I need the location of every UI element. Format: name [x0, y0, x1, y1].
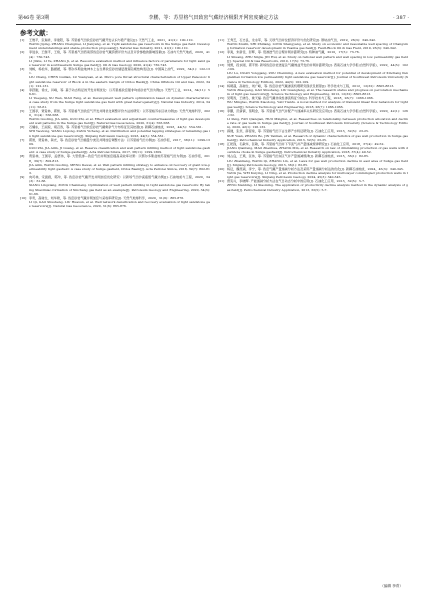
reference-number: [12] [218, 50, 225, 55]
reference-entry [218, 55, 408, 63]
reference-entry [20, 59, 210, 67]
reference-number: [8] [20, 154, 25, 159]
reference-text: ZENG Xianbing, LI Xiaoming. The application of productivity decline analysis method in the dynamic analysis of gas field[J]. Petrochemical Industry Application, 2013, 32(5): 5-7. [227, 183, 408, 192]
reference-entry [20, 50, 210, 58]
reference-text: YANG Zhaopeng, GAO Shusheng, LIU Guangfeng, et al. The research status and progress on percolation mechanism of tight gas reservoirs[J]. Science Technology and Engineering, 2012, 12(32): 8605-8613. [227, 87, 408, 97]
reference-number: [14] [218, 83, 225, 88]
reference-number: [21] [218, 179, 225, 184]
reference-text: LIU Zhanliang, WANG Qi, ZHANG Lin, et al. Laws for gas well production decline in east area of Sulige gas field[J]. Xinjiang Petroleum Geology, 2015, 36(1): 82-85. [227, 158, 408, 167]
reference-text: WANG Jiping, ZHANG Chengmei, LI Jianyang, et al. Tight sandstone gas reservoirs in the Sulige gas field: Development understandings and stable-production proposals[J]. Natural Gas Industry, 2021, 41(2): 100-110. [29, 42, 210, 51]
reference-text: 贾爱林，王国亭，孟德伟，等. 大型低渗—致密气田井网加密提高采收率对策：以鄂尔多斯盆地苏里格气田为例[J]. 石油学报，2018，39(7)：802-813. [29, 154, 210, 163]
reference-text: 王秀芝，石志良，龙永军，等. 元坝气田井位经济评价与优化研究[J]. 断块油气田，2019，26(3)：340-342. [227, 38, 376, 42]
reference-column-left [20, 38, 210, 208]
reference-number: [2] [20, 50, 25, 55]
reference-text: 郭智，贾爱林，冀光，等. 致密砂岩气田储量分类及井网加密调整方法：以苏里格气田为例[J]. 石油学报，2017，38(11)：1299-1309. [29, 137, 210, 146]
reference-text: XUE Yuan, ZHANG Bo, JIN Yanlian, et al. Research of dynamic characteristics of gas well production in Sulige gas field[J]. Petrochemical Industry Application, 2013, 32(5): 23-25. [227, 133, 408, 142]
reference-entry [20, 129, 210, 137]
reference-text: 王维平，张瑞祥，李建阳，等. 苏里格气田致密砂岩气藏开发认识与稳产建议[J]. 天然气工业，2021，41(2)：100-110. [29, 38, 194, 42]
reference-text: 李爽，朱新佳，彭辉，等. 低渗透气田合理井网井距研究[J]. 特种油气藏，2010，17(5)：73-76. [227, 50, 360, 55]
reference-text: WANG Guoting, JIA Ailin, GUO Zhi, et al. Effect evaluation and adjustment countermeasures of tight gas development well patterns in the Sulige gas field[J]. Natural Gas Geoscience, 2020, 31(4): 556-568. [29, 116, 210, 126]
reference-number: [1] [20, 38, 25, 42]
reference-text: 吴明涛，王晓冬，姚天福. 致密气藏非线性渗流特征分析[J]. 科学技术与工程，2018，26(7)：1066-1066. [227, 96, 374, 101]
reference-number: [6] [20, 125, 25, 130]
reference-number: [15] [218, 96, 225, 101]
reference-text: LI Peng, FAN Qianqian, HUO Minghui, et al. Researches on relationship between production allocation and decline rate of gas wells in Sulige gas field[J]. Journal of Southwest Petroleum University (Science & Technology Edition), 2020, 42(1): 126-132. [227, 116, 408, 130]
reference-text: 薛健，张宾，薛留常，等. 苏里格气田下古生界产水特征研究[J]. 石油化工应用，2013，32(5)：23-25. [227, 129, 369, 134]
reference-text: LI Jinbu, LI Ye, ZHANG Ji, et al. Resource evaluation method and influence factors of parameters for tight sand gas reservoir in southwestern Sulige gas field[J]. Oil & Gas Geology, 2020, 41(4): 730-743. [29, 58, 210, 67]
reference-text: 李进步，王继平，王艳，等. 苏里格气田西南部致密砂岩气藏资源评价方法及评价参数的影响因素[J]. 石油与天然气地质，2020，41(4)：730-743. [29, 50, 210, 59]
article-running-title: 李鹏，等：苏里格气田致密气藏经济极限开网密度确定方法 [148, 15, 279, 21]
reference-entry [218, 88, 408, 96]
reference-text: 刘源，段永刚，郭平智. 新场致密砂岩透复杂气藏效益开发的井网井距研究[J]. 西南石油大学学报(自然科学版)，2022，44(5)：102-109. [227, 62, 408, 72]
reference-entry [20, 88, 210, 96]
reference-text: 刘占良，王瑛，张伟，等. 苏里格气田东区气井产量递减规律[J]. 新疆石油地质，2015，36(1)：82-85. [227, 154, 369, 159]
reference-entry [218, 183, 408, 191]
reference-entry [20, 183, 210, 195]
reference-text: 杨朝蓬，高树生，刘广峰，等. 致密砂岩气藏渗流机理研究现状及展望[J]. 科学技术与工程，2012，12(32)：8605-8613. [227, 83, 395, 88]
reference-number: [4] [20, 87, 25, 92]
reference-text: XIANG Lingxiang, ZONG Chenmeng. Optimization of well pattern infilling in tight sandstone gas reservoirs: By taking Shaximiao formation of Xinchang gas field as an example[J]. Petroleum Geology and Engineering, 2020, 34(3): 61-66. [29, 183, 210, 196]
reference-entry [20, 96, 210, 108]
reference-text: 向司林，宋振廊，郭冲，等. 致密砂岩气藏开发井网加密优化研究：以新场气田沙溪庙组气藏为例[J]. 石油地质与工程，2020，34(3)：61-66. [29, 175, 210, 184]
reference-number: [5] [20, 108, 25, 113]
reference-text: LI Qi, GAO Shusheng, LIU Huaxun, et al. Well network densification and recovery evaluation of tight sandstone gas reservoirs[J]. Natural Gas Geoscience, 2020, 31(6): 865-876. [29, 200, 210, 209]
reference-number: [18] [218, 141, 225, 146]
reference-number: [3] [20, 67, 25, 72]
reference-text: 刘畅，杨松华，路媛媛，等. 鄂尔多斯盆地神木上古生界致密砂岩储层微观孔喉结构表征[J]. 中国海上油气，2022，34(1)：122-131. [29, 67, 210, 76]
reference-text: 李奇，高树生，刘华勋，等. 致密砂岩气藏井网加密与采收率研究[J]. 天然气地球科学，2020，31(6)：865-876. [29, 195, 185, 200]
reference-entry [20, 109, 210, 117]
reference-number: [9] [20, 175, 25, 180]
reference-entry [218, 63, 408, 71]
reference-text: LI Shuang, ZHU Xinjia, JIN Hui, et al. Study on rational well pattern and well spacing in low permeability gas field[J]. Special Oil & Gas Reservoirs, 2010, 17(5): 73-76. [227, 54, 408, 63]
reference-number: [7] [20, 137, 25, 142]
reference-entry [218, 109, 408, 117]
reference-text: 杨征，魏昆颖，李宁，等. 致密气藏产量递减分析方法及采用产量递减分析法的优化[J]. 新疆石油地质，2024，45(3)：340-345. [227, 166, 404, 171]
reference-text: YANG Jie, WEI Kuiying, LI Ning, et al. Production decline analysis for multi-layer commingled production wells in tight gas reservoirs[J]. Xinjiang Petroleum Geology, 2024, 45(3): 340-345. [227, 171, 408, 180]
reference-entry [218, 134, 408, 142]
reference-text: 李跃刚，徐文，肖峰，等. 基于动态特征的开发井网优化：以苏里格致密强非均质砂岩气田为例[J]. 天然气工业，2014，34(11)：56-61. [29, 87, 210, 97]
reference-number: [16] [218, 108, 225, 113]
reference-entry [20, 138, 210, 146]
reference-entry [218, 117, 408, 129]
running-header [16, 12, 411, 25]
page-number: · 387 · [393, 15, 409, 21]
reference-text: 石耀东，王丽琼，胡召涛，等. 苏里格气田致密砂岩气藏剩余气分布特征及其挖潜[J]. 新疆石油地质，2023，44(5)：554-561. [29, 125, 203, 130]
reference-text: SHI Yaodong, WANG Liqiong, ZANG Yicheng, et al. Distribution and potential tapping strategies of remaining gas in tight sandstone gas reservoirs[J]. Xinjiang Petroleum Geology, 2023, 44(5): 554-561. [29, 129, 210, 138]
reference-number: [17] [218, 129, 225, 134]
reference-text: LI Yuegang, XU Wen, XIAO Feng, et al. Development well pattern optimization based on dynamic characteristics: A case study from the Sulige tight sandstone gas field with great heterogeneity[J]. Natural Gas Industry, 2014, 34(11): 56-61. [29, 96, 210, 109]
reference-entry [20, 67, 210, 75]
reference-entry [20, 75, 210, 87]
reference-entry [218, 100, 408, 108]
reference-text: 王国亭，贾爱林，郭智，等. 苏里格气田致密气开发井网优化调整评价方法的研究：以苏里格苏东区块为例[J]. 天然气地球科学，2020，31(4)：556-568. [29, 108, 210, 117]
reference-entry [218, 71, 408, 83]
reference-entry [20, 200, 210, 208]
reference-text: WU Mingtao, WANG Xiaodong, YAO Tianfu. A novel method for analysis of transient linear flow behaviors for tight gas well[J]. Science Technology and Engineering, 2018, 26(7): 1066-1066. [227, 100, 408, 109]
reference-text: LIU Lu, DUAN Yonggang, ZOU Chenming. A new evaluation method for potential of development of Xinchang Penglaizhen formation low permeability tight sandstone gas reservoir[J]. Journal of Southwest Petroleum University (Science & Technology Edition), 2022, 44(5): 102-109. [227, 71, 409, 84]
reference-text: JIANG Qianfeng, MAO Zhenhua, ZHANG Min, et al. Research on law of diminishing production of gas wells with downhole choke in Sulige gasfield[J]. Petrochemical Industry Application, 2018, 37(4): 49-52. [227, 146, 408, 155]
reference-number: [10] [20, 195, 27, 200]
reference-column-right [218, 38, 408, 192]
reference-number: [11] [218, 38, 225, 42]
reference-text: 江乾锋，毛敏华，张敏，等. 苏里格气田井下节流气井产量递减规律研究[J]. 石油化工应用，2018，37(4)：49-52. [227, 141, 385, 146]
section-title: 参考文献： [20, 29, 52, 37]
reference-number: [13] [218, 62, 225, 67]
reference-entry [20, 175, 210, 183]
reference-text: LIU Chang, CHEN Guilian, LU Yuanyuan, et al. Micro pore throat structural characterization of Upper Paleozoic tight sandstone reservoir of Block A in the eastern margin of Ordos Basin[J]. China Offshore Oil and Gas, 2022, 34(1): 122-131. [29, 75, 210, 88]
reference-text: WANG Xiuzhi, SHI Zhiliang, LONG Shengyang, et al. Study on economic and reasonable well spacing of Changxing formation reservoir development in Yuanba gas field[J]. Fault-Block Oil & Gas Field, 2019, 26(3): 340-342. [227, 42, 408, 51]
reference-number: [20] [218, 166, 225, 171]
reference-text: JIA Ailin, WANG Guoting, MENG Dewei, et al. Well pattern infilling strategy to enhance oil recovery of giant low-permeability tight gasfield: A case study of Sulige gasfield, Ordos Basin[J]. Acta Petrolei Sinica, 2018, 39(7): 802-813. [29, 162, 210, 175]
reference-entry [20, 154, 210, 162]
reference-text: 李鹏，范倩倩，蔡明金，等. 苏里格气田气井配产与递减率关系研究及应用[J]. 西南石油大学学报(自然科学版)，2020，42(1)：126-132. [227, 108, 408, 117]
reference-text: 曾宪兵，李晓辉. 产能递减分析方法在气日动态分析中的应用[J]. 石油化工应用，2013，32(5)：5-7. [227, 179, 366, 184]
reference-number: [19] [218, 154, 225, 159]
editor-credit: （编辑 李青） [380, 584, 403, 588]
reference-entry [218, 159, 408, 167]
reference-text: GUO Zhi, JIA Ailin, JI Guang, et al. Reserve classification and well pattern infilling method of tight sandstone gasfield: A case study of Sulige gasfield[J]. Acta Petrolei Sinica, 2017, 38(11): 1299-1309. [29, 146, 210, 155]
issue-info: 第46卷 第3期 [18, 15, 50, 21]
reference-entry [20, 163, 210, 175]
